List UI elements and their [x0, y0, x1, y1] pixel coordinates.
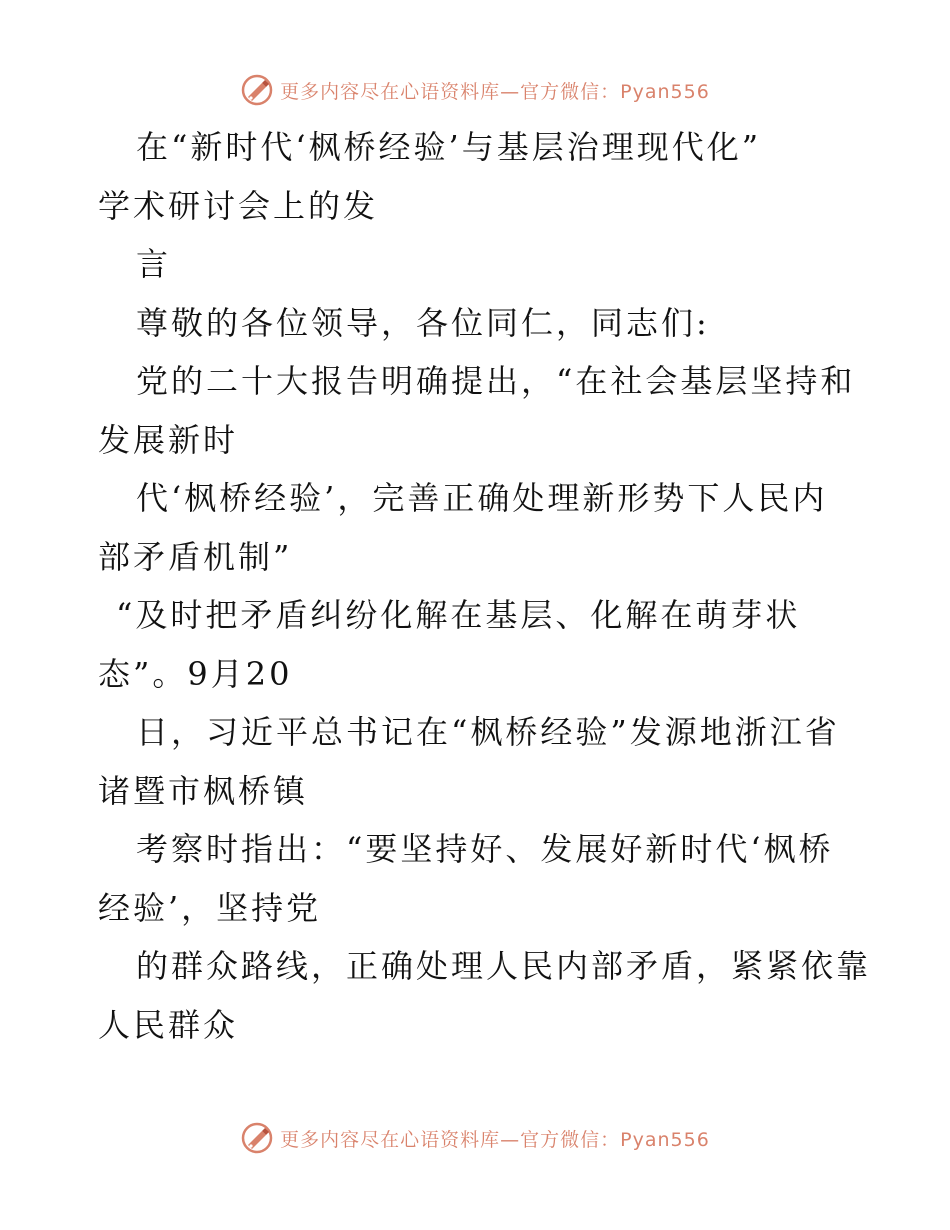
pen-logo-icon: [240, 73, 274, 107]
doc-line: 态”。9月20: [98, 654, 293, 693]
doc-line: 发展新时: [98, 420, 239, 459]
doc-line: 党的二十大报告明确提出，“在社会基层坚持和: [136, 362, 856, 400]
doc-line: 学术研讨会上的发: [98, 186, 379, 225]
document-body: [98, 118, 878, 1054]
doc-line: 经验’，坚持党: [98, 888, 322, 927]
doc-line: 言: [136, 245, 172, 283]
doc-line: 尊敬的各位领导，各位同仁，同志们:: [136, 303, 710, 342]
doc-line: 代‘枫桥经验’，完善正确处理新形势下人民内: [136, 479, 828, 517]
footer-watermark-text: 更多内容尽在心语资料库—官方微信：Pyan556: [280, 1128, 710, 1151]
header-watermark-banner: [0, 70, 950, 110]
doc-line: 考察时指出：“要坚持好、发展好新时代‘枫桥: [136, 830, 834, 868]
doc-line: “及时把矛盾纠纷化解在基层、化解在萌芽状: [116, 596, 801, 634]
footer-watermark-banner: [0, 1118, 950, 1158]
doc-line: 的群众路线，正确处理人民内部矛盾，紧紧依靠: [136, 947, 872, 985]
doc-line: 人民群众: [98, 1005, 239, 1044]
header-watermark-text: 更多内容尽在心语资料库—官方微信：Pyan556: [280, 80, 710, 103]
pen-logo-icon: [240, 1121, 274, 1155]
doc-line: 日，习近平总书记在“枫桥经验”发源地浙江省: [136, 713, 840, 751]
doc-line: 诸暨市枫桥镇: [98, 771, 309, 810]
doc-line: 部矛盾机制”: [98, 537, 293, 576]
doc-line: 在“新时代‘枫桥经验’与基层治理现代化”: [136, 128, 762, 166]
